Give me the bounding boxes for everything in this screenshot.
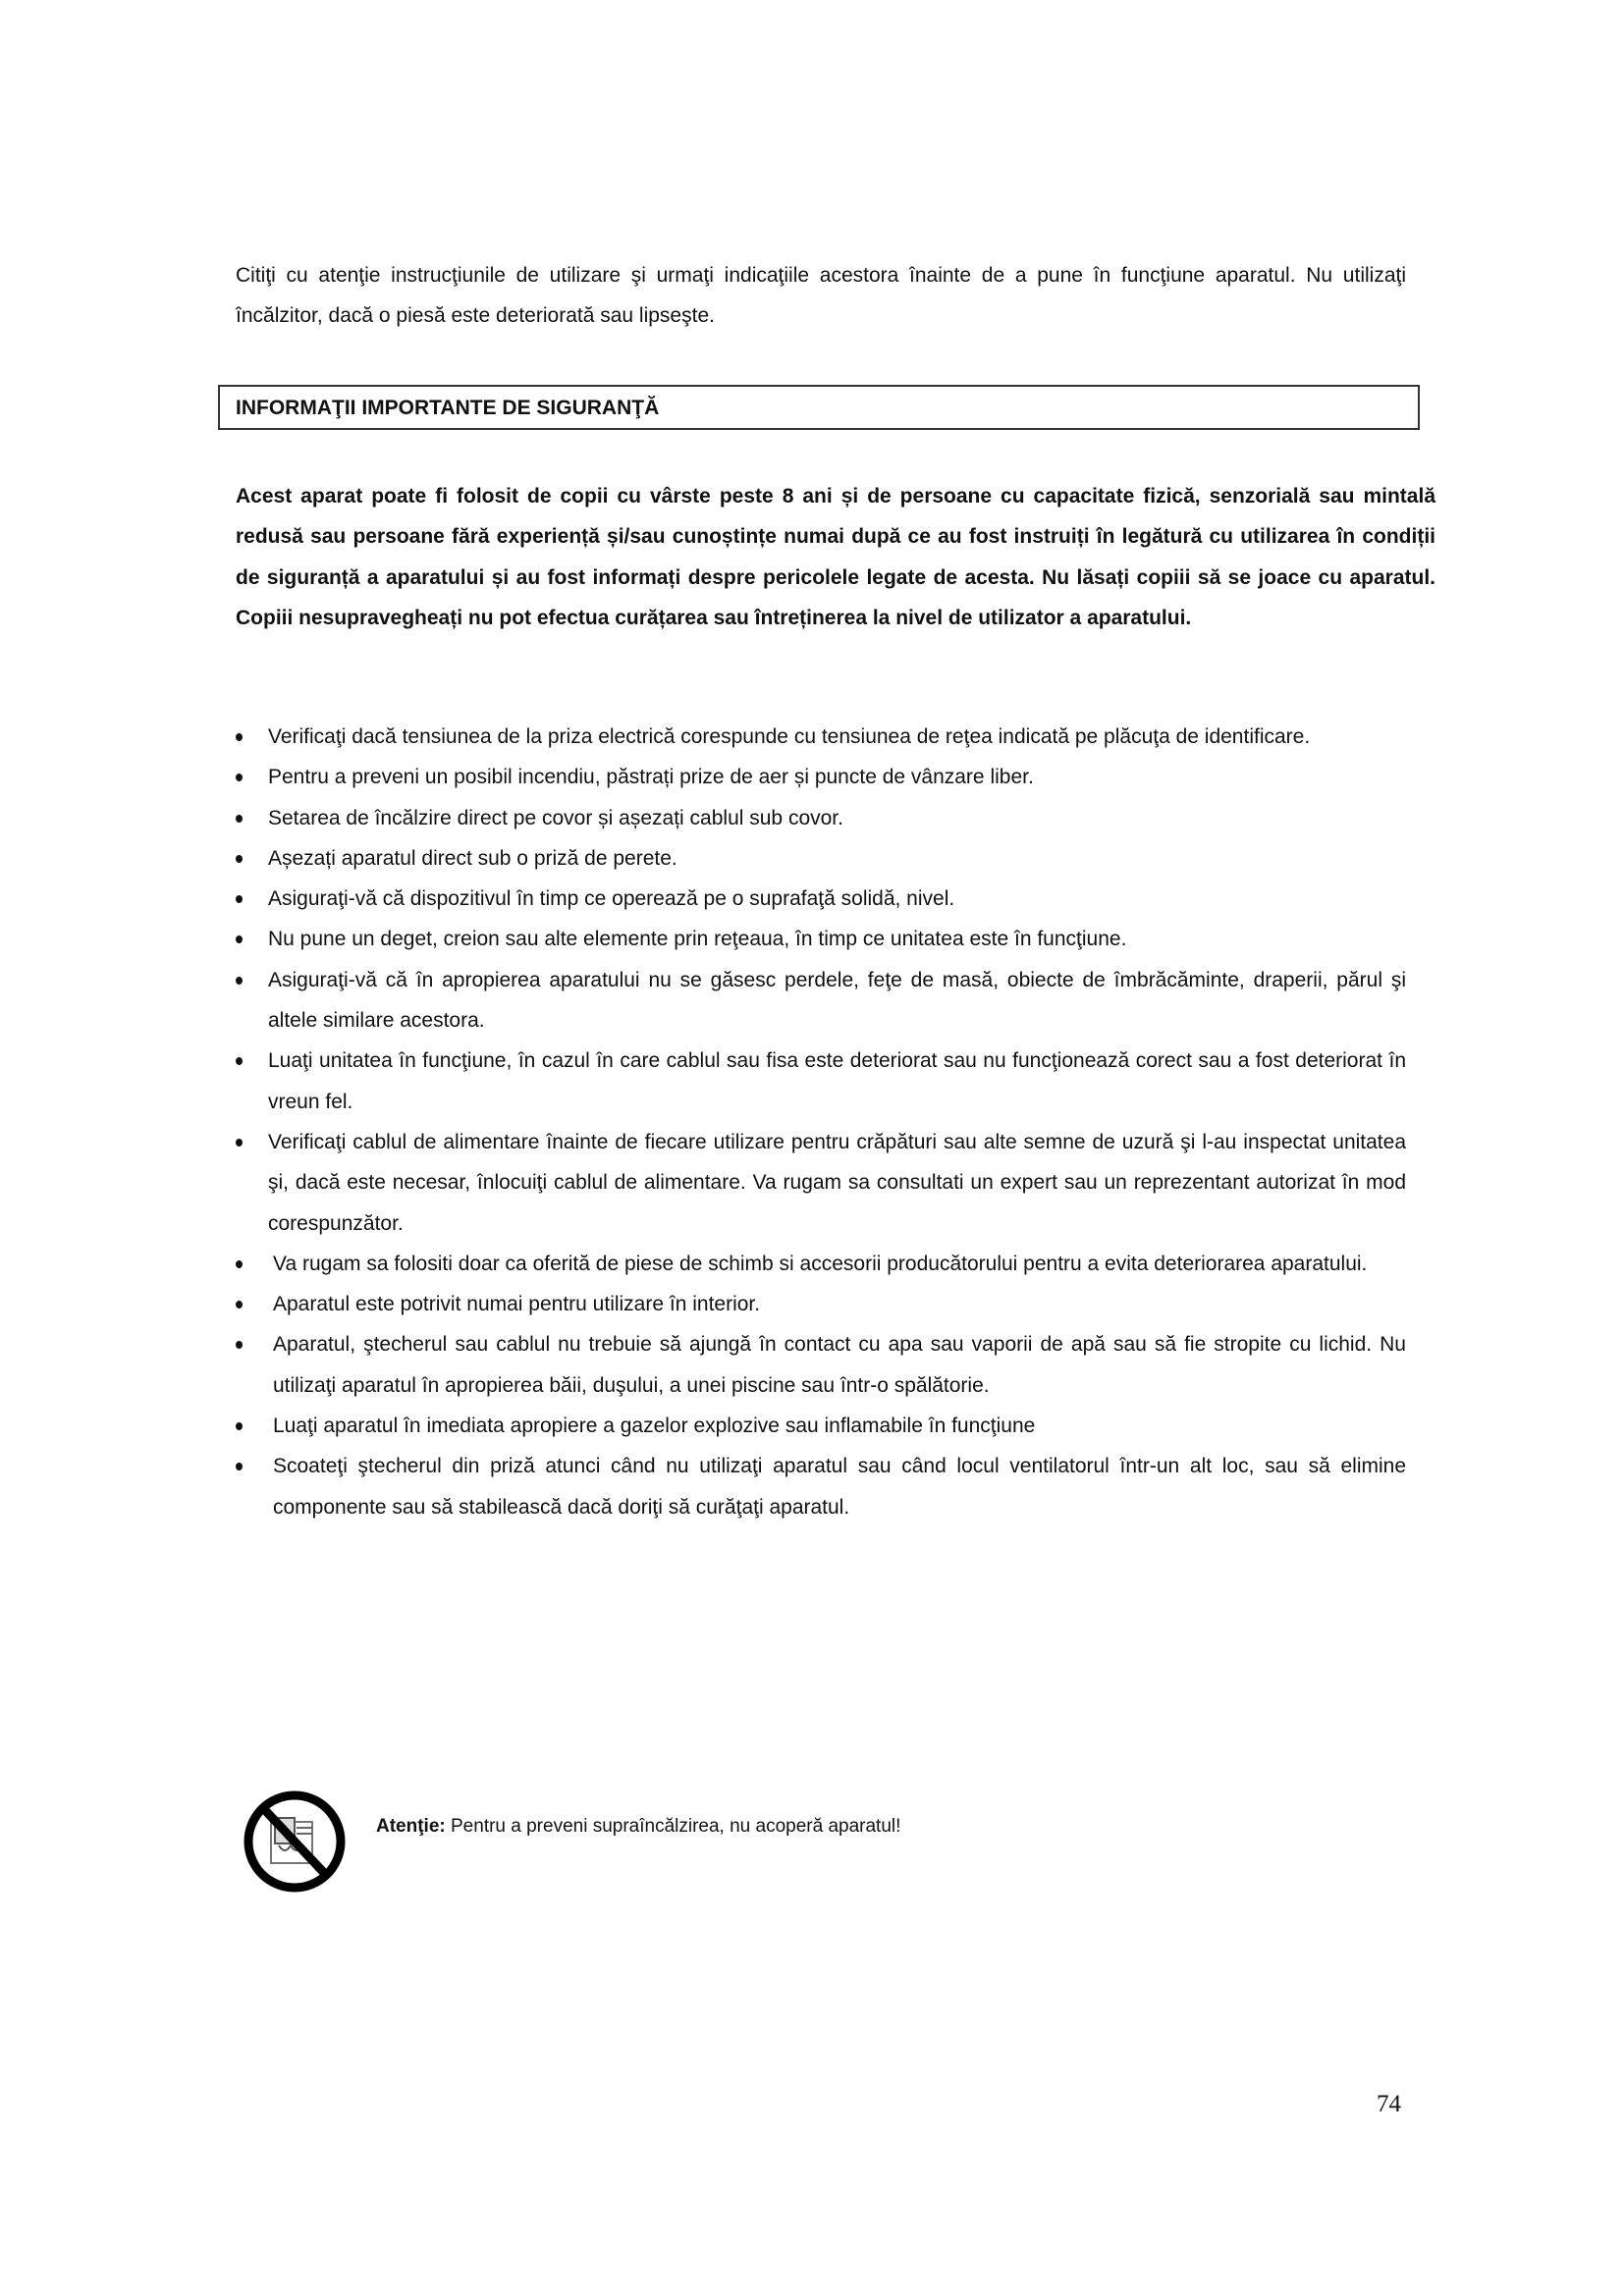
- list-item: Aparatul este potrivit numai pentru utilizare în interior.: [236, 1284, 1406, 1324]
- intro-paragraph: Citiţi cu atenţie instrucţiunile de utilizare şi urmaţi indicaţiile acestora înainte de a pune în funcţiune aparatul. Nu utilizaţi încălzitor, dacă o piesă este deteriorată sau lipseşte.: [236, 264, 1406, 328]
- list-item: Luaţi unitatea în funcţiune, în cazul în care cablul sau fisa este deteriorat sau nu funcţionează corect sau a fost deteriorat în vreun fel.: [236, 1041, 1406, 1122]
- list-item: Setarea de încălzire direct pe covor și așezați cablul sub covor.: [236, 798, 1406, 838]
- list-item: Asiguraţi-vă că în apropierea aparatului nu se găsesc perdele, feţe de masă, obiecte de îmbrăcăminte, draperii, părul şi altele similare acestora.: [236, 960, 1406, 1041]
- bullet-icon: [236, 1463, 243, 1470]
- list-item: Nu pune un deget, creion sau alte elemente prin reţeaua, în timp ce unitatea este în funcţiune.: [236, 919, 1406, 959]
- section-heading-box: [218, 385, 1420, 430]
- list-item: Verificaţi dacă tensiunea de la priza electrică corespunde cu tensiunea de reţea indicată pe plăcuţa de identificare.: [236, 717, 1406, 757]
- bullet-icon: [236, 774, 243, 781]
- list-item: Verificaţi cablul de alimentare înainte de fiecare utilizare pentru crăpături sau alte semne de uzură şi l-au inspectat unitatea şi, dacă este necesar, înlocuiţi cablul de alimentare. Va rugam sa consultati un expert sau un reprezentant autorizat în mod corespunzător.: [236, 1122, 1406, 1244]
- list-item: Va rugam sa folositi doar ca oferită de piese de schimb si accesorii producătorului pentru a evita deteriorarea aparatului.: [236, 1244, 1406, 1284]
- section-heading: INFORMAŢII IMPORTANTE DE SIGURANŢĂ: [236, 397, 660, 419]
- bullet-icon: [236, 733, 243, 741]
- bullet-icon: [236, 1341, 243, 1349]
- list-item: Scoateţi ştecherul din priză atunci când nu utilizaţi aparatul sau când locul ventilatorul într-un alt loc, sau să elimine componente sau să stabilească dacă doriţi să curăţaţi aparatul.: [236, 1446, 1406, 1527]
- bullet-icon: [236, 895, 243, 903]
- safety-bullet-list: [236, 717, 1406, 1527]
- warning-text: Pentru a preveni supraîncălzirea, nu acoperă aparatul!: [445, 1816, 901, 1837]
- warning-label: Atenţie:: [376, 1816, 446, 1837]
- bullet-icon: [236, 1301, 243, 1308]
- list-item: Asiguraţi-vă că dispozitivul în timp ce operează pe o suprafaţă solidă, nivel.: [236, 879, 1406, 919]
- bullet-icon: [236, 1057, 243, 1065]
- do-not-cover-icon: [242, 1789, 348, 1895]
- bullet-icon: [236, 1422, 243, 1430]
- bullet-icon: [236, 1260, 243, 1268]
- bullet-icon: [236, 935, 243, 943]
- list-item: Luaţi aparatul în imediata apropiere a gazelor explozive sau inflamabile în funcţiune: [236, 1406, 1406, 1446]
- safety-paragraph: Acest aparat poate fi folosit de copii cu vârste peste 8 ani și de persoane cu capacitate fizică, senzorială sau mintală redusă sau persoane fără experiență și/sau cunoștințe numai după ce au fost instruiți în legătură cu utilizarea în condiții de siguranță a aparatului și au fost informați despre pericolele legate de acesta. Nu lăsați copiii să se joace cu aparatul. Copiii nesupravegheați nu pot efectua curățarea sau întreținerea la nivel de utilizator a aparatului.: [236, 485, 1435, 629]
- warning-note: [376, 1816, 900, 1838]
- list-item: Așezați aparatul direct sub o priză de perete.: [236, 838, 1406, 879]
- bullet-icon: [236, 855, 243, 863]
- page-number: 74: [1377, 2091, 1401, 2117]
- bullet-icon: [236, 1139, 243, 1147]
- bullet-icon: [236, 977, 243, 985]
- list-item: Pentru a preveni un posibil incendiu, păstrați prize de aer și puncte de vânzare liber.: [236, 757, 1406, 797]
- list-item: Aparatul, ştecherul sau cablul nu trebuie să ajungă în contact cu apa sau vaporii de apă sau să fie stropite cu lichid. Nu utilizaţi aparatul în apropierea băii, duşului, a unei piscine sau într-o spălătorie.: [236, 1324, 1406, 1406]
- bullet-icon: [236, 815, 243, 823]
